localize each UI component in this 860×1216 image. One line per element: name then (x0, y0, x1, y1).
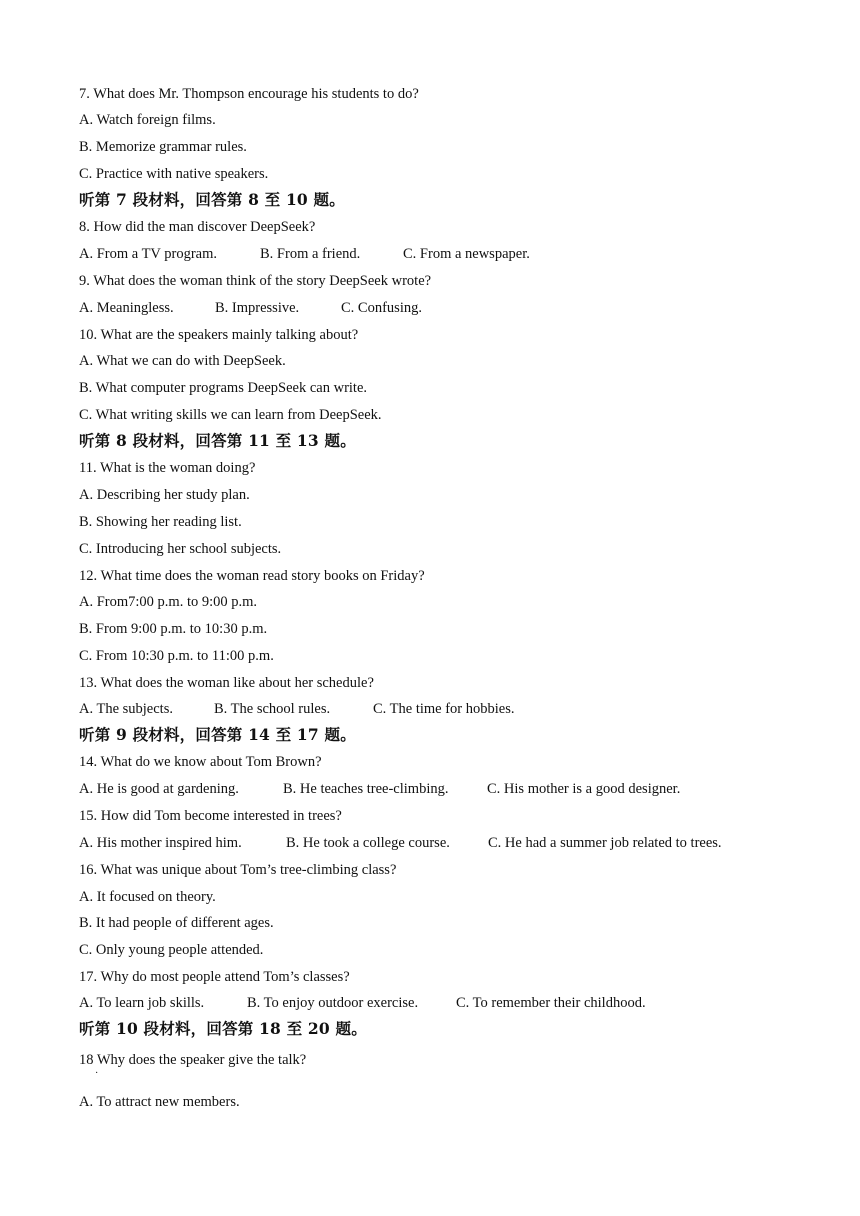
question-17: 17. Why do most people attend Tom’s classes? (79, 969, 350, 985)
question-13-option-c: C. The time for hobbies. (373, 701, 515, 717)
question-7-option-a: A. Watch foreign films. (79, 112, 216, 128)
question-14: 14. What do we know about Tom Brown? (79, 754, 322, 770)
question-14-option-a: A. He is good at gardening. (79, 781, 239, 797)
question-17-option-a: A. To learn job skills. (79, 995, 205, 1011)
question-10-option-a: A. What we can do with DeepSeek. (79, 353, 286, 369)
question-15: 15. How did Tom become interested in trees? (79, 808, 342, 824)
question-12-option-b: B. From 9:00 p.m. to 10:30 p.m. (79, 621, 268, 637)
question-14-option-c: C. His mother is a good designer. (487, 781, 681, 797)
question-12: 12. What time does the woman read story books on Friday? (79, 568, 425, 584)
question-11-option-a: A. Describing her study plan. (79, 487, 250, 503)
question-15-options (79, 833, 722, 853)
question-7-option-b: B. Memorize grammar rules. (79, 139, 247, 155)
question-13-option-b: B. The school rules. (214, 701, 331, 717)
question-15-option-c: C. He had a summer job related to trees. (488, 835, 722, 851)
question-18-option-a: A. To attract new members. (79, 1094, 240, 1110)
question-10-option-b: B. What computer programs DeepSeek can write. (79, 380, 368, 396)
question-15-option-b: B. He took a college course. (286, 835, 450, 851)
section-heading-9: 听第 9 段材料，回答第 14 至 17 题。 (79, 725, 356, 744)
question-10-option-c: C. What writing skills we can learn from DeepSeek. (79, 407, 382, 423)
question-16-option-c: C. Only young people attended. (79, 942, 264, 958)
question-16-option-b: B. It had people of different ages. (79, 915, 274, 931)
section-heading-10: 听第 10 段材料，回答第 18 至 20 题。 (79, 1019, 367, 1038)
question-13-options (79, 699, 515, 719)
section-heading-7: 听第 7 段材料，回答第 8 至 10 题。 (79, 190, 345, 209)
question-16: 16. What was unique about Tom’s tree-climbing class? (79, 862, 397, 878)
question-18: 18 Why does the speaker give the talk? (79, 1052, 307, 1068)
question-9: 9. What does the woman think of the story DeepSeek wrote? (79, 273, 432, 289)
question-10: 10. What are the speakers mainly talking about? (79, 327, 359, 343)
question-8-option-c: C. From a newspaper. (403, 246, 530, 262)
question-17-option-c: C. To remember their childhood. (456, 995, 646, 1011)
question-17-options (79, 993, 646, 1013)
question-14-options (79, 779, 680, 799)
question-11-option-b: B. Showing her reading list. (79, 514, 242, 530)
question-11-option-c: C. Introducing her school subjects. (79, 541, 282, 557)
question-11: 11. What is the woman doing? (79, 460, 256, 476)
stray-dot-mark: · (95, 1068, 99, 1079)
question-7-option-c: C. Practice with native speakers. (79, 166, 269, 182)
question-14-option-b: B. He teaches tree-climbing. (283, 781, 449, 797)
question-13-option-a: A. The subjects. (79, 701, 173, 717)
question-12-option-a: A. From7:00 p.m. to 9:00 p.m. (79, 594, 258, 610)
question-16-option-a: A. It focused on theory. (79, 889, 216, 905)
question-9-option-c: C. Confusing. (341, 300, 422, 316)
question-7: 7. What does Mr. Thompson encourage his students to do? (79, 86, 419, 102)
question-12-option-c: C. From 10:30 p.m. to 11:00 p.m. (79, 648, 274, 664)
section-heading-8: 听第 8 段材料，回答第 11 至 13 题。 (79, 431, 356, 450)
question-8-options (79, 244, 530, 264)
question-17-option-b: B. To enjoy outdoor exercise. (247, 995, 419, 1011)
question-15-option-a: A. His mother inspired him. (79, 835, 242, 851)
question-9-options (79, 298, 422, 318)
question-9-option-b: B. Impressive. (215, 300, 300, 316)
question-8: 8. How did the man discover DeepSeek? (79, 219, 316, 235)
question-9-option-a: A. Meaningless. (79, 300, 174, 316)
question-8-option-a: A. From a TV program. (79, 246, 218, 262)
question-8-option-b: B. From a friend. (260, 246, 361, 262)
question-13: 13. What does the woman like about her schedule? (79, 675, 374, 691)
